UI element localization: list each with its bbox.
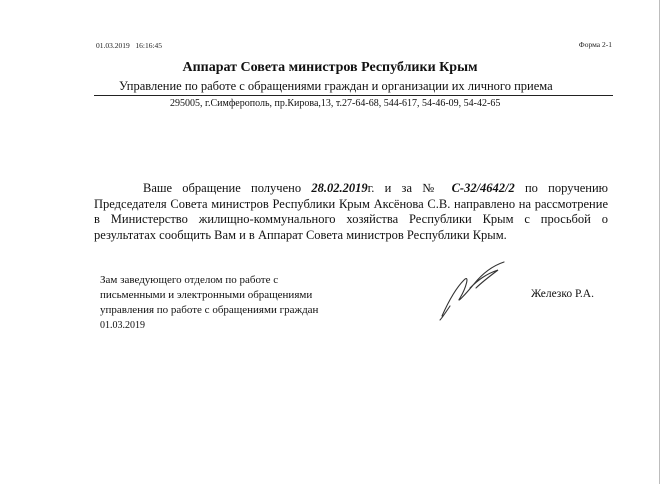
number-sign: № xyxy=(422,181,442,195)
signature-block xyxy=(100,273,380,333)
handwritten-signature xyxy=(420,258,520,322)
signer-position-line1: Зам заведующего отделом по работе с xyxy=(100,274,279,286)
received-date: 28.02.2019 xyxy=(311,181,368,195)
letter-text-part2: г. и за xyxy=(367,181,423,195)
print-time: 16:16:45 xyxy=(135,41,163,50)
letter-body xyxy=(94,181,608,243)
letter-text-part1: Ваше обращение получено xyxy=(143,181,312,195)
print-timestamp xyxy=(96,41,162,50)
header-divider xyxy=(94,95,613,96)
letter-text-part3: по поручению Председателя Совета министров Республики Крым Аксёнова С.В. направлено на рассмотрение в Министерство жилищно-коммунального хозяйства Республики Крым с просьбой о результатах сообщить Вам и в Аппарат Совета министров Республики Крым. xyxy=(94,181,608,242)
organization-title: Аппарат Совета министров Республики Крым xyxy=(182,60,478,75)
organization-address: 295005, г.Симферополь, пр.Кирова,13, т.27-64-68, 544-617, 54-46-09, 54-42-65 xyxy=(170,98,501,109)
signer-position-line2: письменными и электронными обращениями xyxy=(100,289,313,301)
print-date: 01.03.2019 xyxy=(96,41,130,50)
letter-paragraph xyxy=(94,181,608,243)
signer-name: Железко Р.А. xyxy=(531,288,594,300)
form-number: Форма 2-1 xyxy=(578,40,612,49)
department-name: Управление по работе с обращениями граждан и организации их личного приема xyxy=(119,79,553,93)
signature-date: 01.03.2019 xyxy=(100,320,145,331)
registration-number: С-32/4642/2 xyxy=(451,181,515,195)
signer-position-line3: управления по работе с обращениями граждан xyxy=(100,304,319,316)
